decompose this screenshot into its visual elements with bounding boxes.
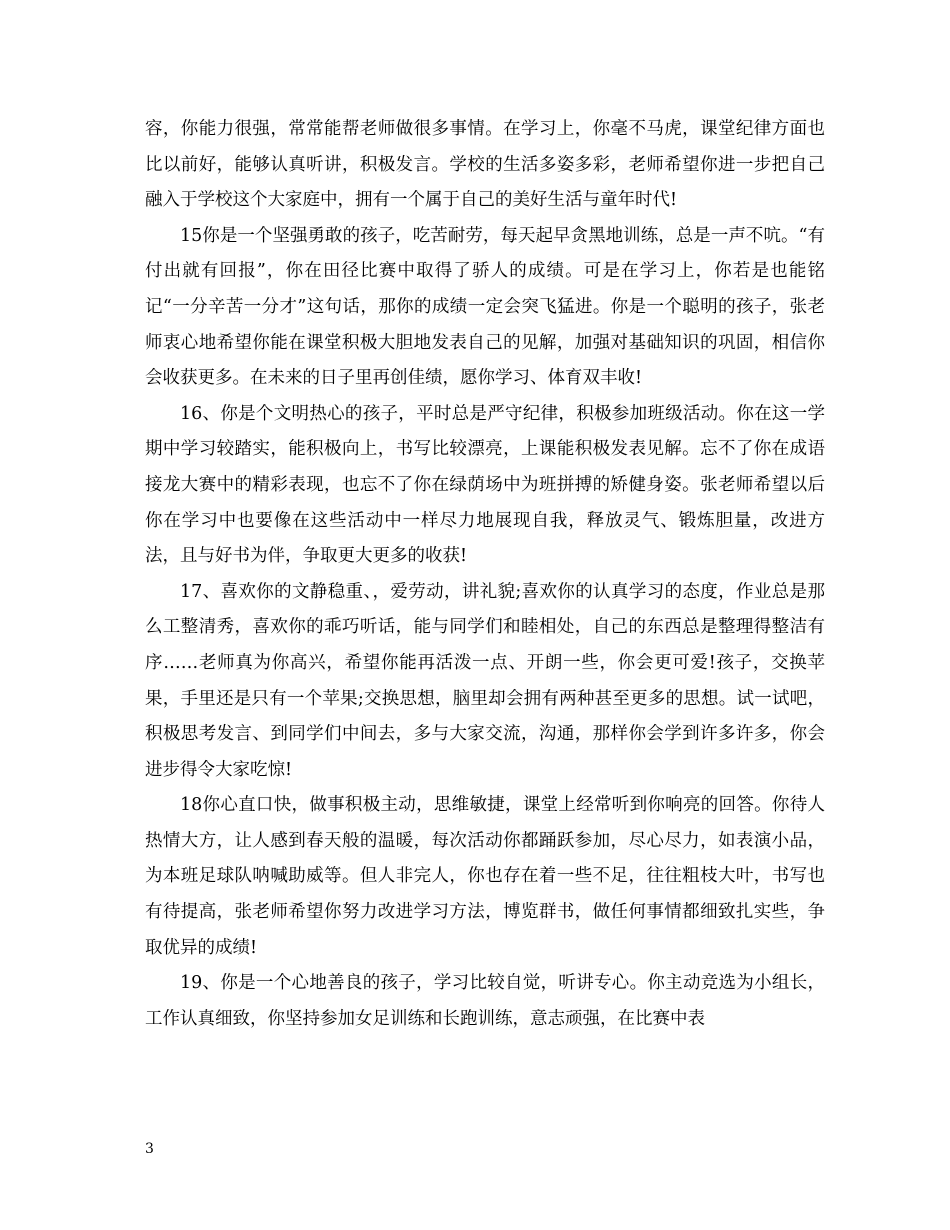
paragraph-comment-19: 19、你是一个心地善良的孩子，学习比较自觉，听讲专心。你主动竞选为小组长，工作认真细致，你坚持参加女足训练和长跑训练，意志顽强，在比赛中表 xyxy=(145,973,825,1029)
page-number: 3 xyxy=(145,1141,154,1157)
paragraph-comment-16: 16、你是个文明热心的孩子，平时总是严守纪律，积极参加班级活动。你在这一学期中学习较踏实，能积极向上，书写比较漂亮，上课能积极发表见解。忘不了你在成语接龙大赛中的精彩表现，也忘不了你在绿荫场中为班拼搏的矫健身姿。张老师希望以后你在学习中也要像在这些活动中一样尽力地展现自我，释放灵气、锻炼胆量，改进方法，且与好书为伴，争取更大更多的收获! xyxy=(145,403,825,567)
paragraph-comment-15: 15你是一个坚强勇敢的孩子，吃苦耐劳，每天起早贪黑地训练，总是一声不吭。“有付出就有回报”，你在田径比赛中取得了骄人的成绩。可是在学习上，你若是也能铭记“一分辛苦一分才”这句话，那你的成绩一定会突飞猛进。你是一个聪明的孩子，张老师衷心地希望你能在课堂积极大胆地发表自己的见解，加强对基础知识的巩固，相信你会收获更多。在未来的日子里再创佳绩，愿你学习、体育双丰收! xyxy=(145,225,825,389)
paragraph-comment-18: 18你心直口快，做事积极主动，思维敏捷，课堂上经常听到你响亮的回答。你待人热情大方，让人感到春天般的温暖，每次活动你都踊跃参加，尽心尽力，如表演小品，为本班足球队呐喊助威等。但人非完人，你也存在着一些不足，往往粗枝大叶，书写也有待提高，张老师希望你努力改进学习方法，博览群书，做任何事情都细致扎实些，争取优异的成绩! xyxy=(145,795,825,958)
document-body xyxy=(145,112,825,1037)
paragraph-comment-17: 17、喜欢你的文静稳重、，爱劳动，讲礼貌;喜欢你的认真学习的态度，作业总是那么工整清秀，喜欢你的乖巧听话，能与同学们和睦相处，自己的东西总是整理得整洁有序……老师真为你高兴，希望你能再活泼一点、开朗一些，你会更可爱!孩子，交换苹果，手里还是只有一个苹果;交换思想，脑里却会拥有两种甚至更多的思想。试一试吧，积极思考发言、到同学们中间去，多与大家交流，沟通，那样你会学到许多许多，你会进步得令大家吃惊! xyxy=(145,581,825,780)
paragraph-continuation: 容，你能力很强，常常能帮老师做很多事情。在学习上，你毫不马虎，课堂纪律方面也比以前好，能够认真听讲，积极发言。学校的生活多姿多彩，老师希望你进一步把自己融入于学校这个大家庭中，拥有一个属于自己的美好生活与童年时代! xyxy=(145,119,825,211)
